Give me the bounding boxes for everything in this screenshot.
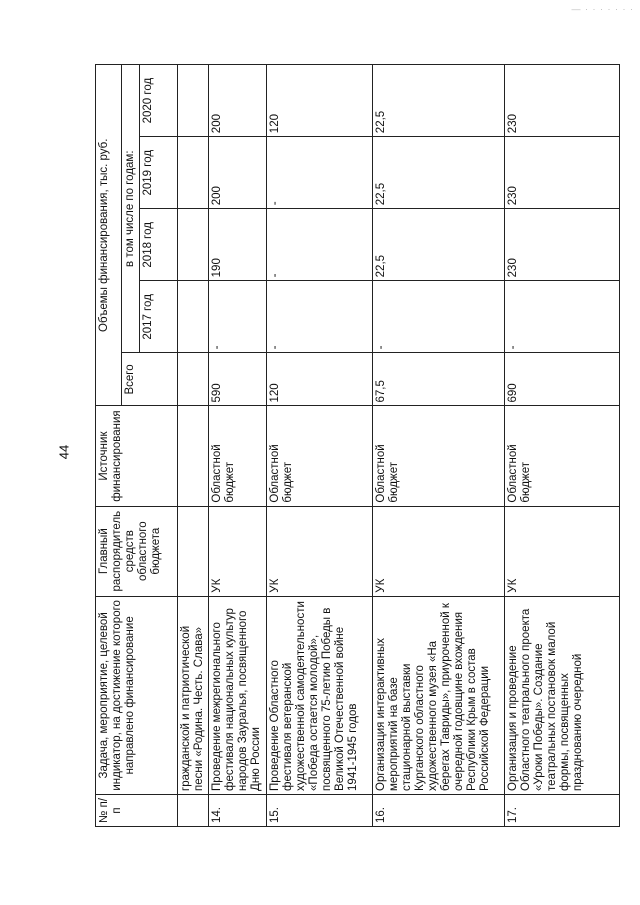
- cell-num: 16.: [373, 794, 505, 826]
- cell-task: Организация и проведение Областного театрального проекта «Уроки Победы». Создание театральных постановок малой формы, посвященных празднованию очередной: [505, 596, 620, 794]
- table-wrapper: [95, 64, 620, 827]
- cell-2018: 22,5: [373, 209, 505, 281]
- cell-2018: 230: [505, 209, 620, 281]
- cell-task: Проведение межрегионального фестиваля национальных культур народов Зауралья, посвященного Дню России: [209, 596, 267, 794]
- cell-distributor: УК: [505, 506, 620, 596]
- cell-total: 590: [209, 353, 267, 406]
- cell-source: Областной бюджет: [267, 406, 373, 506]
- cell-2018: 190: [209, 209, 267, 281]
- cell-2020: 230: [505, 65, 620, 137]
- cell-2017: -: [209, 281, 267, 353]
- cell-2017: -: [267, 281, 373, 353]
- cell-num: 15.: [267, 794, 373, 826]
- cell-2017: -: [373, 281, 505, 353]
- table-row: [505, 65, 620, 827]
- cell-task: Организация интерактивных мероприятий на базе стационарной выставки Курганского областного художественного музея «На берегах Тавриды», приуроченной к очередной годовщине вхождения Республики Крым в состав Российской Федерации: [373, 596, 505, 794]
- cell-num: 14.: [209, 794, 267, 826]
- header-by-year: в том числе по годам:: [122, 65, 140, 353]
- page-number: 44: [56, 444, 72, 460]
- header-task: Задача, мероприятие, целевой индикатор, на достижение которого направлено финансирование: [96, 596, 178, 794]
- cell-2019: 22,5: [373, 137, 505, 209]
- cell-task: гражданской и патриотической песни «Родина. Честь. Слава»: [178, 596, 209, 794]
- cell-distributor: УК: [209, 506, 267, 596]
- header-num: № п/п: [96, 794, 178, 826]
- cell-total: 67,5: [373, 353, 505, 406]
- cell-num: 17.: [505, 794, 620, 826]
- cell-2019: 200: [209, 137, 267, 209]
- table-row-continuation: [178, 65, 209, 827]
- header-year-2020: 2020 год: [140, 65, 178, 137]
- cell-task: Проведение Областного фестиваля ветеранской художественной самодеятельности «Победа остается молодой», посвященного 75-летию Победы в Великой Отечественной войне 1941-1945 годов: [267, 596, 373, 794]
- cell-source: Областной бюджет: [505, 406, 620, 506]
- cell-2020: 22,5: [373, 65, 505, 137]
- header-year-2019: 2019 год: [140, 137, 178, 209]
- cell-source: Областной бюджет: [209, 406, 267, 506]
- cell-2020: 120: [267, 65, 373, 137]
- header-volumes: Объемы финансирования, тыс. руб.: [96, 65, 122, 406]
- cell-2019: -: [267, 137, 373, 209]
- cell-2020: 200: [209, 65, 267, 137]
- cell-total: 690: [505, 353, 620, 406]
- table-row: [373, 65, 505, 827]
- scan-edge-marks: — · · · · · · ·: [571, 4, 634, 14]
- cell-2018: -: [267, 209, 373, 281]
- header-year-2018: 2018 год: [140, 209, 178, 281]
- financing-table: [95, 64, 620, 827]
- header-source: Источник финансирования: [96, 406, 178, 506]
- header-distributor: Главный распорядитель средств областного бюджета: [96, 506, 178, 596]
- rotated-table-area: [95, 64, 620, 827]
- cell-total: 120: [267, 353, 373, 406]
- cell-2017: -: [505, 281, 620, 353]
- header-total: Всего: [122, 353, 178, 406]
- cell-source: Областной бюджет: [373, 406, 505, 506]
- cell-distributor: УК: [373, 506, 505, 596]
- cell-distributor: УК: [267, 506, 373, 596]
- table-row: [209, 65, 267, 827]
- table-row: [267, 65, 373, 827]
- cell-2019: 230: [505, 137, 620, 209]
- header-year-2017: 2017 год: [140, 281, 178, 353]
